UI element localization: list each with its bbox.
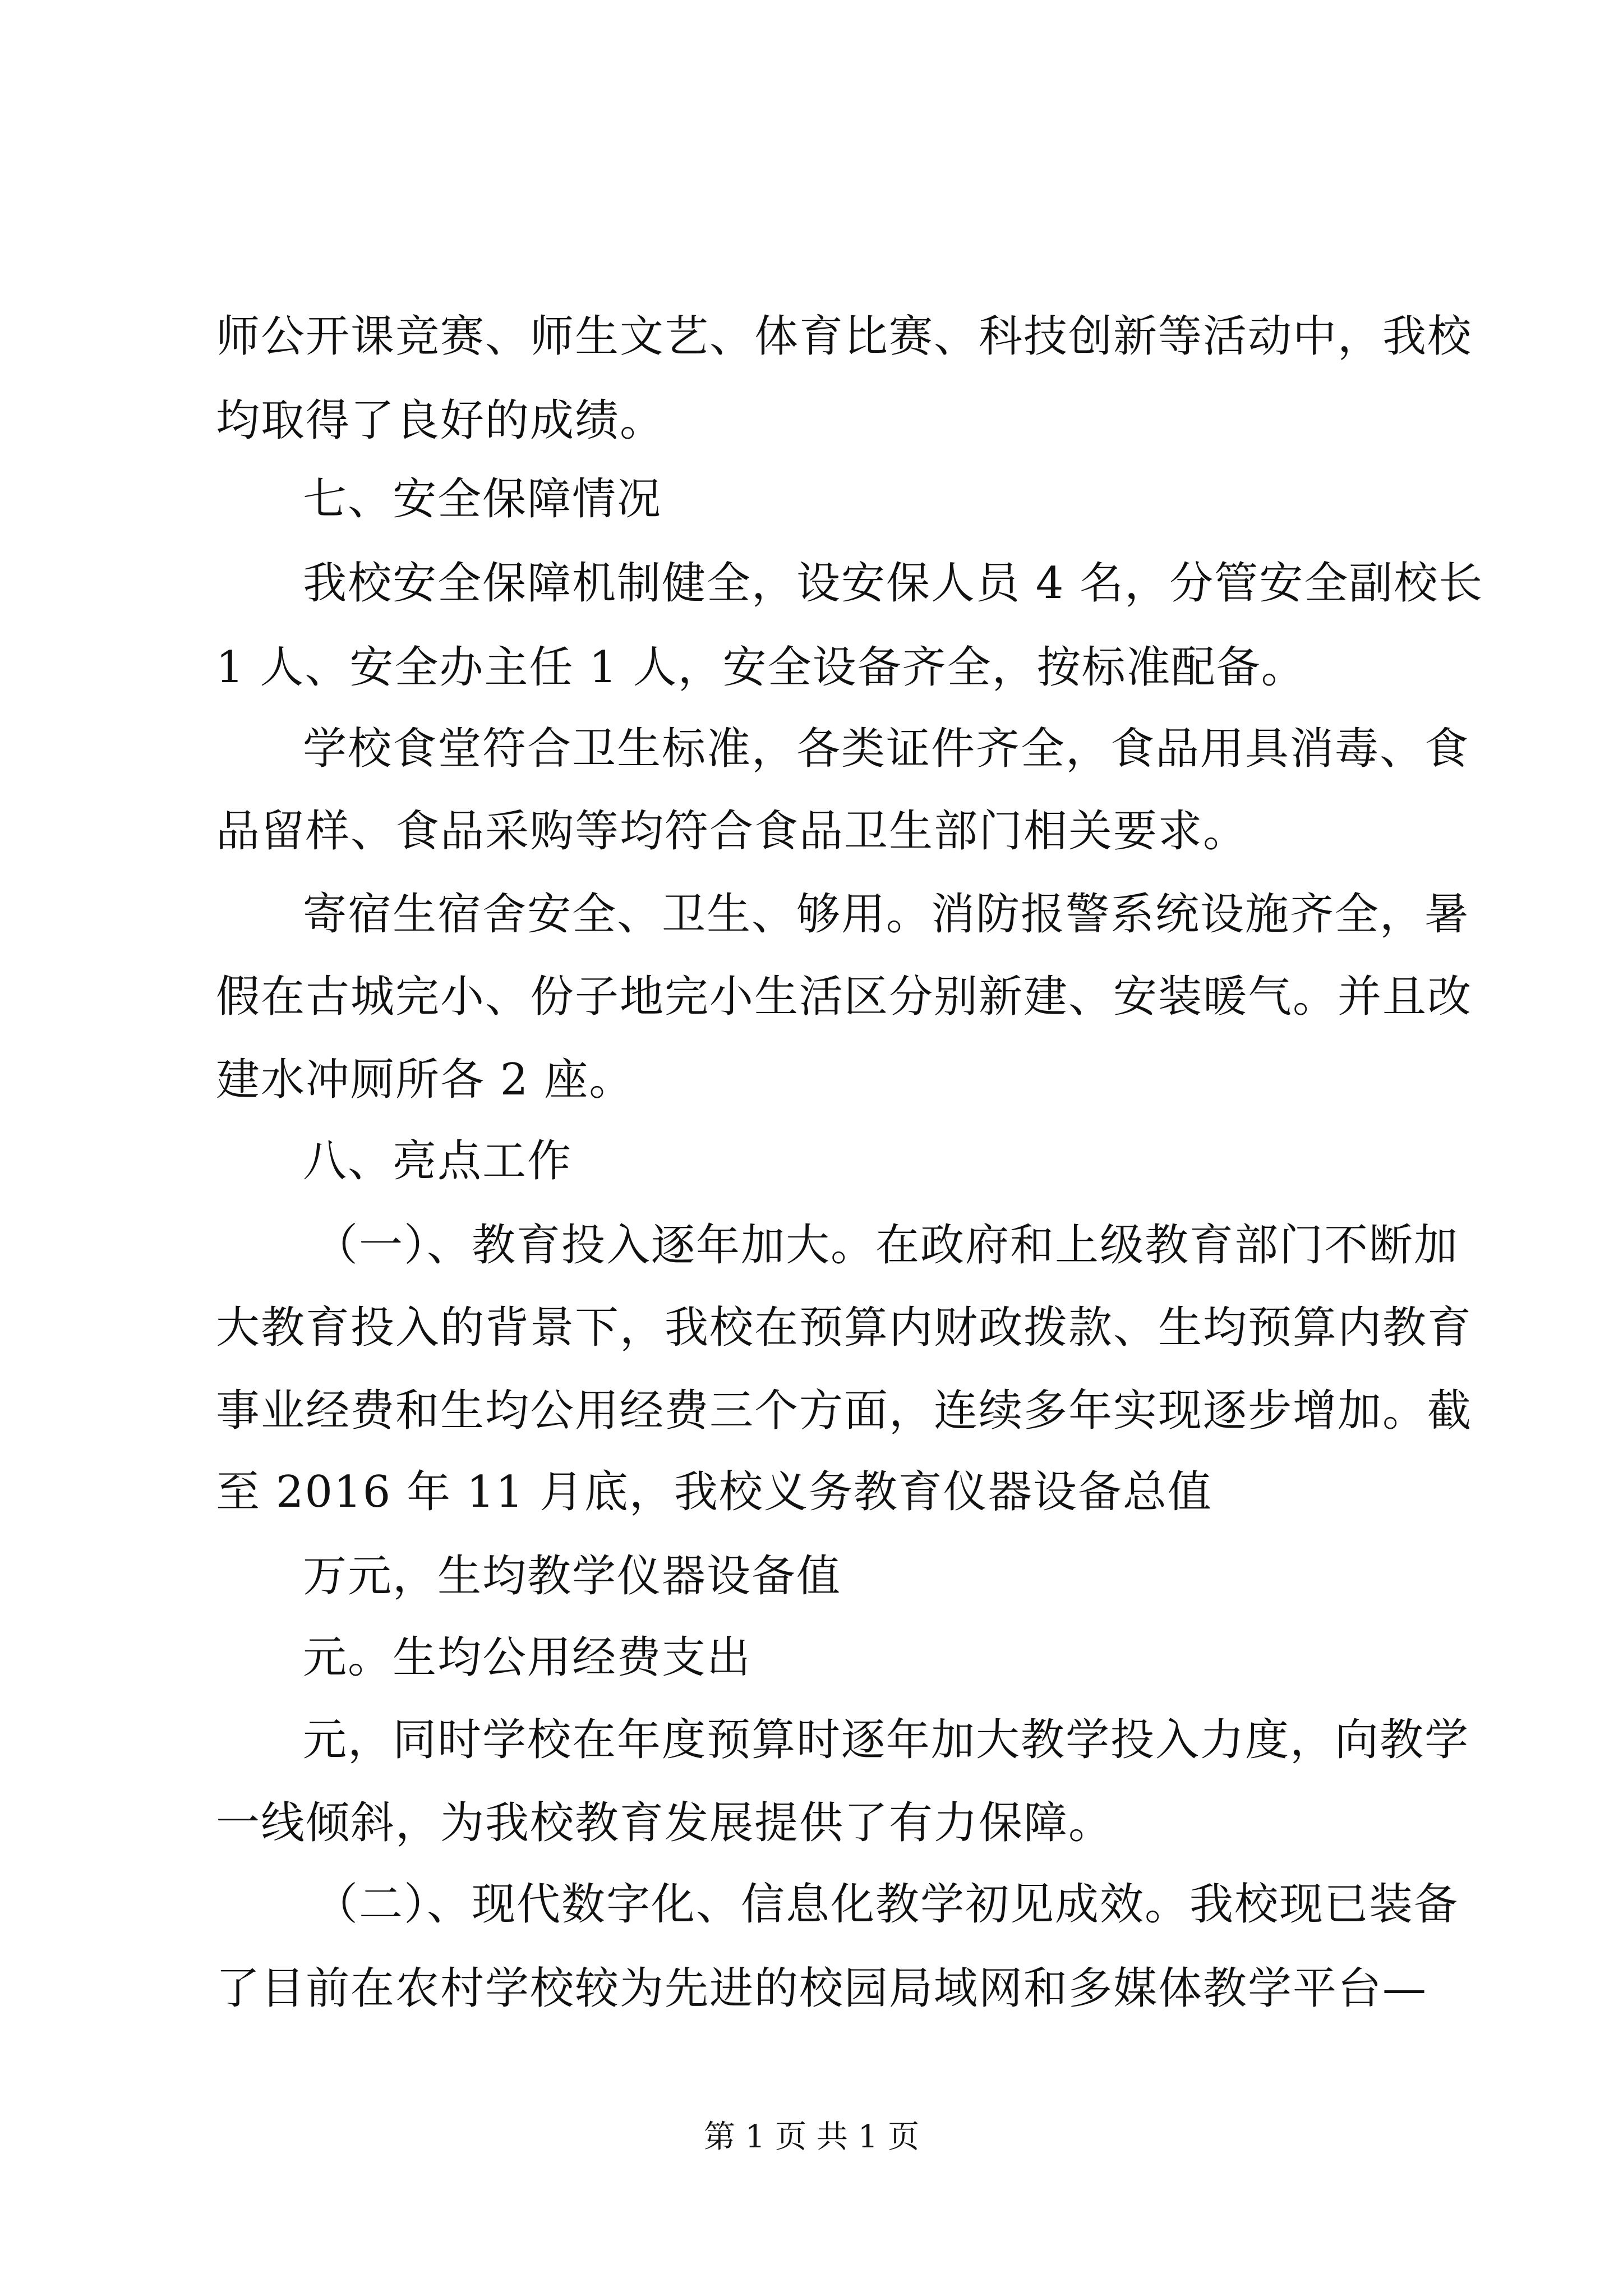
paragraph-line: 了目前在农村学校较为先进的校园局域网和多媒体教学平台— [216,1963,1428,2014]
paragraph-line: 一线倾斜，为我校教育发展提供了有力保障。 [216,1798,1114,1848]
paragraph-line: 假在古城完小、份子地完小生活区分别新建、安装暖气。并且改 [216,972,1473,1022]
paragraph-line: 学校食堂符合卫生标准，各类证件齐全，食品用具消毒、食 [303,724,1470,774]
paragraph-line: （二）、现代数字化、信息化教学初见成效。我校现已装备 [314,1879,1459,1930]
paragraph-line: 元，同时学校在年度预算时逐年加大教学投入力度，向教学 [303,1715,1470,1765]
paragraph-line: 事业经费和生均公用经费三个方面，连续多年实现逐步增加。截 [216,1386,1473,1436]
paragraph-line: 建水冲厕所各 2 座。 [216,1055,634,1105]
paragraph-line: （一）、教育投入逐年加大。在政府和上级教育部门不断加 [314,1220,1459,1271]
paragraph-line: 寄宿生宿舍安全、卫生、够用。消防报警系统设施齐全，暑 [303,889,1470,940]
paragraph-line: 均取得了良好的成绩。 [216,395,665,446]
paragraph-line: 万元，生均教学仪器设备值 [303,1551,842,1602]
paragraph-line: 我校安全保障机制健全，设安保人员 4 名，分管安全副校长 [303,558,1484,609]
paragraph-line: 元。生均公用经费支出 [303,1632,752,1683]
paragraph-line: 至 2016 年 11 月底，我校义务教育仪器设备总值 [216,1467,1212,1517]
paragraph-line: 大教育投入的背景下，我校在预算内财政拨款、生均预算内教育 [216,1303,1473,1353]
section-heading: 七、安全保障情况 [303,474,662,524]
page-footer: 第 1 页 共 1 页 [703,2119,920,2155]
section-heading: 八、亮点工作 [303,1136,573,1186]
paragraph-line: 师公开课竞赛、师生文艺、体育比赛、科技创新等活动中，我校 [216,311,1473,362]
paragraph-line: 品留样、食品采购等均符合食品卫生部门相关要求。 [216,806,1248,857]
paragraph-line: 1 人、安全办主任 1 人，安全设备齐全，按标准配备。 [216,642,1306,693]
